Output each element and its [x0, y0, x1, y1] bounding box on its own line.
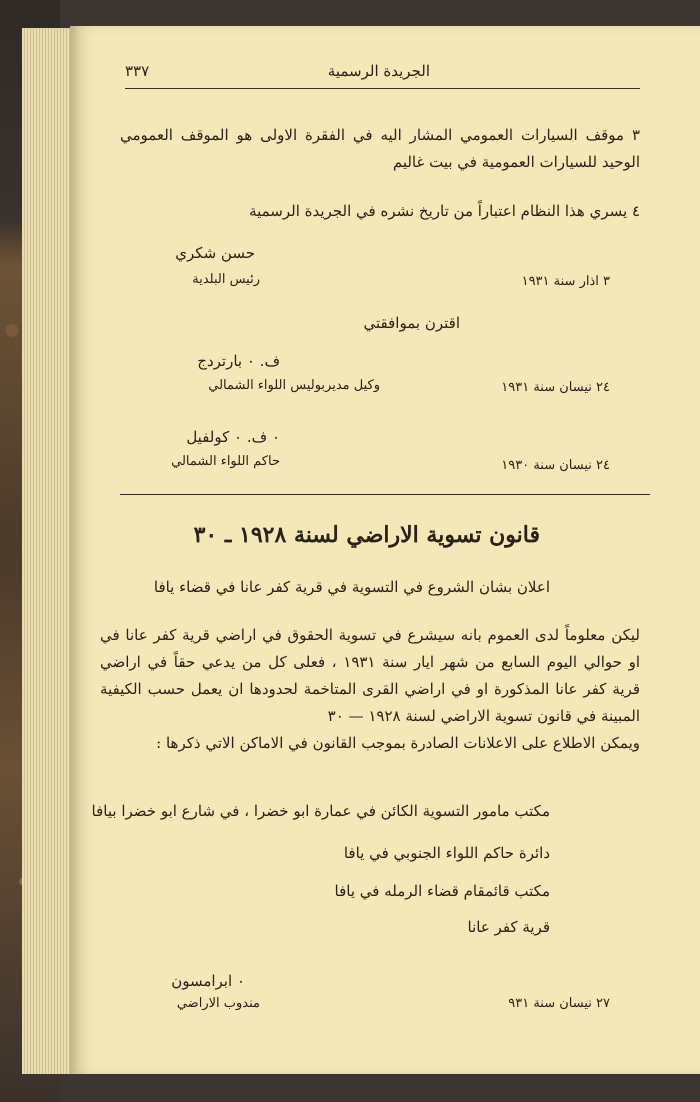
signature-date: ٢٤ نيسان سنة ١٩٣٠ [501, 458, 610, 473]
signer-title: مندوب الاراضي [176, 996, 260, 1011]
law-notice: ويمكن الاطلاع على الاعلانات الصادرة بموجب القانون في الاماكن الاتي ذكرها : [156, 734, 640, 752]
clause-4: ٤ يسري هذا النظام اعتباراً من تاريخ نشره في الجريدة الرسمية [249, 202, 640, 220]
document-page [70, 26, 700, 1074]
signer-title: حاكم اللواء الشمالي [171, 454, 280, 469]
approval-text: اقترن بموافقتي [363, 314, 460, 332]
place-item: مكتب مامور التسوية الكائن في عمارة ابو خضرا ، في شارع ابو خضرا بيافا [91, 802, 550, 820]
signature-date: ٣ اذار سنة ١٩٣١ [521, 274, 610, 289]
clause-3: ٣ موقف السيارات العمومي المشار اليه في الفقرة الاولى هو الموقف العمومي الوحيد للسيارات العمومية في بيت غاليم [120, 126, 640, 171]
signer-name: ٠ ف. ٠ كولفيل [186, 428, 280, 446]
header-rule [125, 88, 640, 89]
signer-name: ٠ ابرامسون [171, 972, 245, 990]
signer-name: حسن شكري [175, 244, 255, 262]
signer-title: رئيس البلدية [192, 272, 260, 287]
signature-date: ٢٧ نيسان سنة ٩٣١ [508, 996, 610, 1011]
section-divider [120, 494, 650, 495]
page-number: ٣٣٧ [125, 62, 150, 80]
law-subtitle: اعلان بشان الشروع في التسوية في قرية كفر عانا في قضاء يافا [153, 578, 550, 596]
header-title: الجريدة الرسمية [327, 62, 430, 80]
signer-title: وكيل مديربوليس اللواء الشمالي [208, 378, 380, 393]
page-edges [22, 28, 74, 1074]
law-title: قانون تسوية الاراضي لسنة ١٩٢٨ ـ ٣٠ [193, 522, 540, 548]
law-body: ليكن معلوماً لدى العموم بانه سيشرع في تسوية الحقوق في اراضي قرية كفر عانا في او حوالي اليوم السابع من شهر ايار سنة ١٩٣١ ، فعلى كل من يدعي حقاً في اراضي قرية كفر عانا المذكورة او في اراضي القرى المتاخمة لحدودها ان يعمل حسب الكيفية المبينة في قانون تسوية الاراضي لسنة ١٩٢٨ — ٣٠ [100, 626, 640, 725]
signature-date: ٢٤ نيسان سنة ١٩٣١ [501, 380, 610, 395]
signer-name: ف. ٠ بارتردج [197, 352, 280, 370]
place-item: قرية كفر عانا [467, 918, 550, 936]
place-item: مكتب قائمقام قضاء الرمله في يافا [334, 882, 550, 900]
place-item: دائرة حاكم اللواء الجنوبي في يافا [343, 844, 550, 862]
